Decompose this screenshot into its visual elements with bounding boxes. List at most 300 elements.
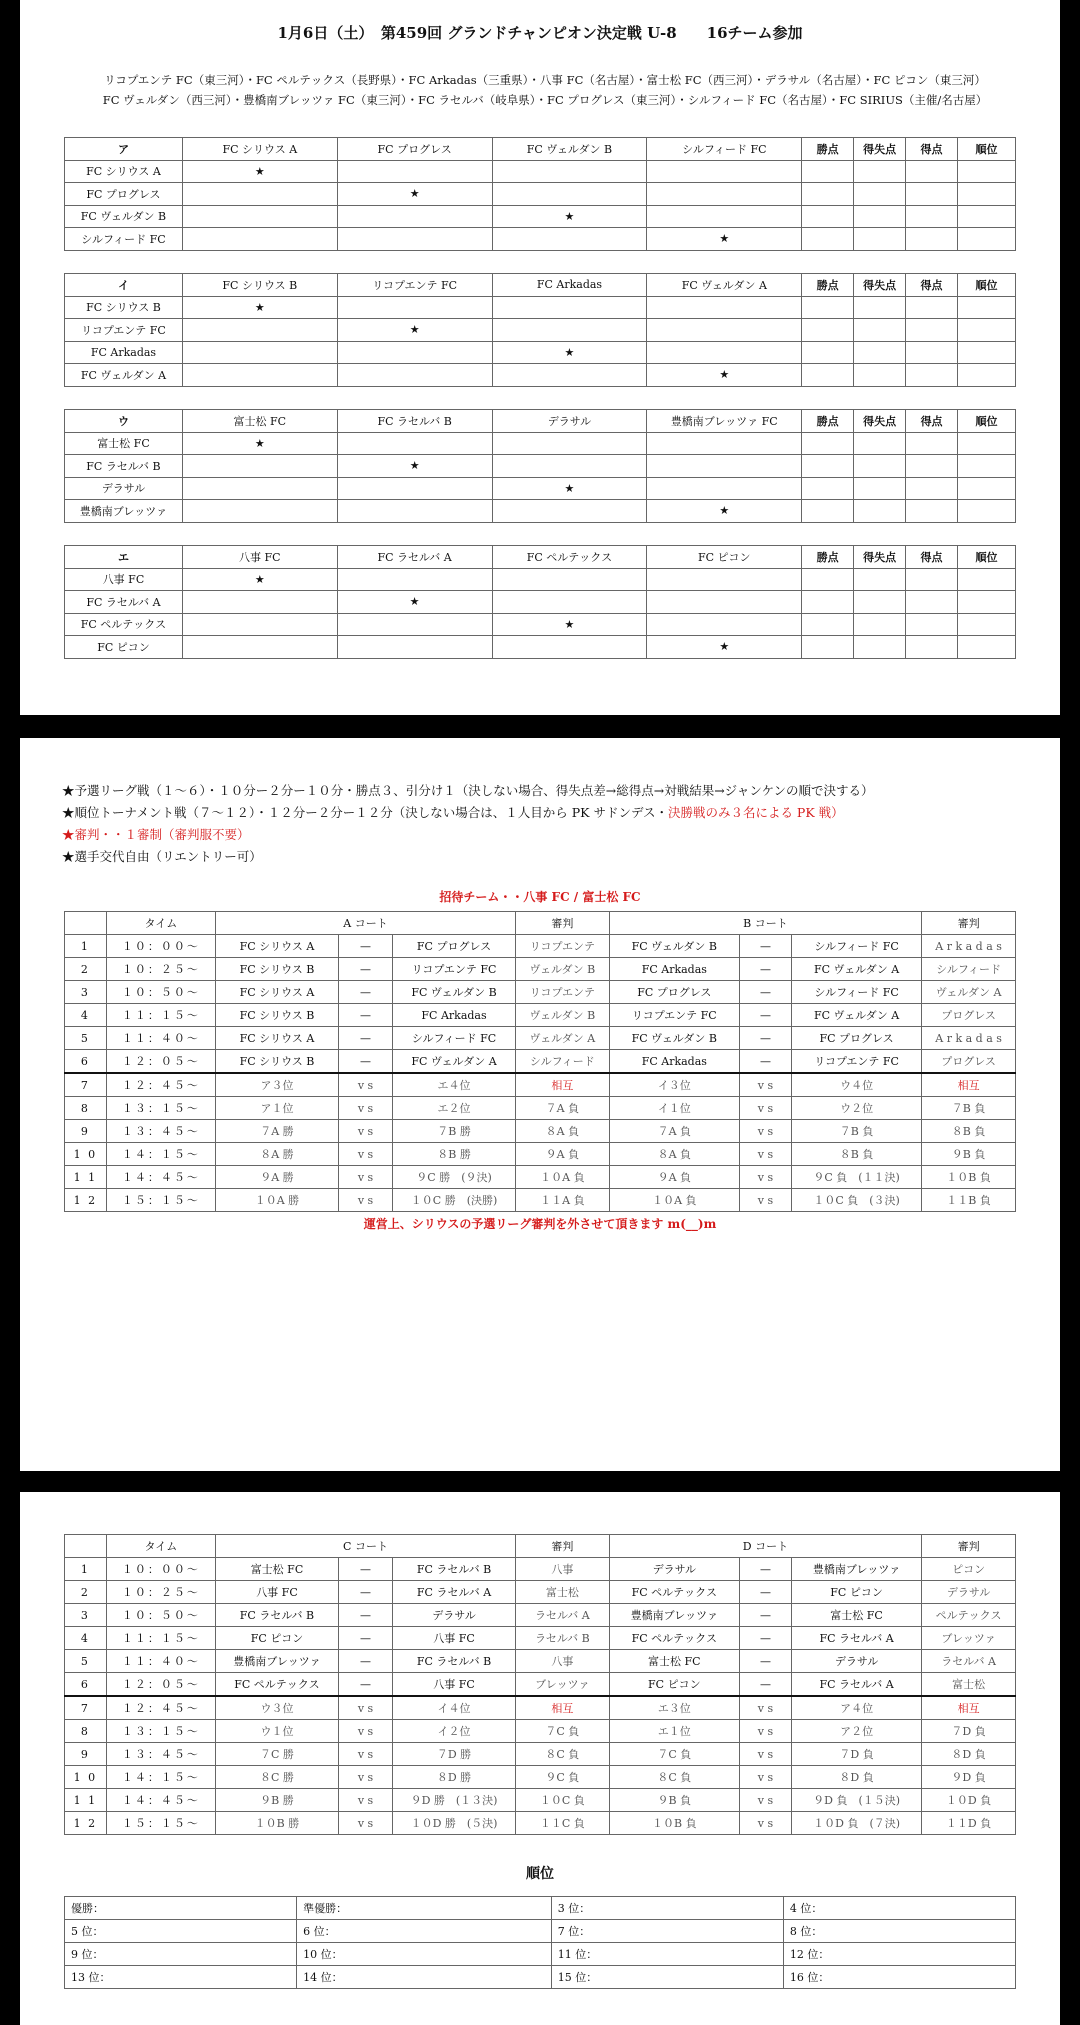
away-team: イ２位: [393, 1720, 516, 1743]
referee: 相互: [515, 1696, 609, 1720]
vs-label: v s: [739, 1143, 791, 1166]
match-time: １０：００〜: [106, 935, 215, 958]
referee: プログレス: [922, 1050, 1016, 1074]
away-team: ９D 負 (１５決): [791, 1789, 921, 1812]
away-team: １０D 負 (７決): [791, 1812, 921, 1835]
match-cell: [647, 341, 802, 364]
column-team: FC ラセルバ B: [337, 410, 492, 433]
match-cell: [182, 636, 337, 659]
dash-label: —: [739, 935, 791, 958]
referee: シルフィード: [515, 1050, 609, 1074]
referee: 相互: [922, 1696, 1016, 1720]
home-team: ７C 勝: [216, 1743, 339, 1766]
home-team: 豊橋南ブレッツァ: [609, 1604, 739, 1627]
referee: １１A 負: [515, 1189, 609, 1212]
home-team: FC シリウス A: [216, 935, 339, 958]
away-team: ７D 勝: [393, 1743, 516, 1766]
dash-label: —: [338, 1604, 392, 1627]
dash-label: —: [338, 1004, 392, 1027]
match-cell: [647, 591, 802, 614]
table-row: [65, 477, 1016, 500]
column-team: FC シリウス B: [182, 274, 337, 297]
table-row: [65, 500, 1016, 523]
match-cell: [182, 364, 337, 387]
match-cell: [337, 568, 492, 591]
referee: A r k a d a s: [922, 935, 1016, 958]
referee: １１C 負: [515, 1812, 609, 1835]
league-table-3: [64, 409, 1016, 523]
stat-cell: [802, 613, 854, 636]
table-row: [65, 1766, 1016, 1789]
table-row: [65, 935, 1016, 958]
note-substitution: ★選手交代自由（リエントリー可）: [62, 849, 262, 864]
stat-cell: [906, 183, 958, 206]
match-number: 6: [65, 1673, 107, 1697]
stat-header: 得失点: [854, 138, 906, 161]
table-row: [65, 364, 1016, 387]
referee: ９A 負: [515, 1143, 609, 1166]
match-time: １２：０５〜: [106, 1050, 215, 1074]
match-number: 6: [65, 1050, 107, 1074]
match-time: １２：４５〜: [106, 1073, 215, 1097]
home-team: FC シリウス B: [216, 958, 339, 981]
referee: ブレッツァ: [922, 1627, 1016, 1650]
star-mark: ★: [492, 205, 647, 228]
home-team: ア３位: [216, 1073, 339, 1097]
home-team: １０A 勝: [216, 1189, 339, 1212]
stat-cell: [802, 568, 854, 591]
match-time: １５：１５〜: [106, 1812, 215, 1835]
away-team: ７B 勝: [393, 1120, 516, 1143]
referee: ８D 負: [922, 1743, 1016, 1766]
stat-cell: [854, 477, 906, 500]
match-number: 1 1: [65, 1166, 107, 1189]
match-time: １３：１５〜: [106, 1720, 215, 1743]
match-time: １１：４０〜: [106, 1650, 215, 1673]
home-team: FC ラセルバ B: [216, 1604, 339, 1627]
home-team: FC シリウス B: [216, 1050, 339, 1074]
match-cell: [492, 432, 647, 455]
match-cell: [647, 432, 802, 455]
match-cell: [492, 296, 647, 319]
home-team: ８A 負: [609, 1143, 739, 1166]
header-referee: 審判: [515, 1535, 609, 1558]
match-number: 9: [65, 1120, 107, 1143]
table-row: [65, 1097, 1016, 1120]
referee: ９C 負: [515, 1766, 609, 1789]
home-team: ８A 勝: [216, 1143, 339, 1166]
stat-cell: [802, 341, 854, 364]
stat-cell: [906, 296, 958, 319]
match-cell: [647, 568, 802, 591]
vs-label: v s: [739, 1696, 791, 1720]
match-cell: [337, 341, 492, 364]
page-title: 1月6日（土） 第459回 グランドチャンピオン決定戦 U-8 16チーム参加: [277, 24, 803, 42]
referee: ８C 負: [515, 1743, 609, 1766]
stat-cell: [906, 477, 958, 500]
referee: デラサル: [922, 1581, 1016, 1604]
stat-cell: [906, 228, 958, 251]
referee: ラセルバ A: [922, 1650, 1016, 1673]
table-row: [65, 1696, 1016, 1720]
league-table-1: [64, 137, 1016, 251]
home-team: FC Arkadas: [609, 1050, 739, 1074]
table-row: [65, 1558, 1016, 1581]
dash-label: —: [338, 1650, 392, 1673]
stat-cell: [958, 296, 1016, 319]
away-team: FC ヴェルダン B: [393, 981, 516, 1004]
vs-label: v s: [739, 1097, 791, 1120]
group-label: イ: [65, 274, 183, 297]
stat-cell: [854, 205, 906, 228]
home-team: イ１位: [609, 1097, 739, 1120]
home-team: ８C 負: [609, 1766, 739, 1789]
star-mark: ★: [337, 455, 492, 478]
schedule-table-cd: [64, 1534, 1016, 1835]
table-row: [65, 568, 1016, 591]
match-number: 4: [65, 1627, 107, 1650]
stat-cell: [906, 568, 958, 591]
match-cell: [337, 477, 492, 500]
star-mark: ★: [647, 636, 802, 659]
away-team: エ４位: [393, 1073, 516, 1097]
table-row: [65, 1004, 1016, 1027]
row-team: FC ピコン: [65, 636, 183, 659]
note-preliminary: ★予選リーグ戦（１〜６）・１０分ー２分ー１０分・勝点３、引分け１（決しない場合、得失点差→総得点→対戦結果→ジャンケンの順で決する）: [62, 783, 874, 798]
home-team: 豊橋南ブレッツァ: [216, 1650, 339, 1673]
stat-cell: [854, 613, 906, 636]
table-row: [65, 1073, 1016, 1097]
table-row: [65, 319, 1016, 342]
match-time: １０：２５〜: [106, 958, 215, 981]
stat-header: 順位: [958, 138, 1016, 161]
stat-cell: [958, 613, 1016, 636]
referee: ９D 負: [922, 1766, 1016, 1789]
referee: ピコン: [922, 1558, 1016, 1581]
row-team: 八事 FC: [65, 568, 183, 591]
match-cell: [337, 160, 492, 183]
home-team: ９B 負: [609, 1789, 739, 1812]
table-row: [65, 228, 1016, 251]
match-cell: [337, 613, 492, 636]
match-cell: [182, 228, 337, 251]
home-team: FC プログレス: [609, 981, 739, 1004]
stat-cell: [802, 205, 854, 228]
dash-label: —: [338, 1050, 392, 1074]
vs-label: v s: [739, 1120, 791, 1143]
row-team: リコプエンテ FC: [65, 319, 183, 342]
home-team: FC ペルテックス: [216, 1673, 339, 1697]
rank-cell: 12 位：: [783, 1943, 1015, 1966]
rank-cell: 7 位：: [551, 1920, 783, 1943]
referee: １１D 負: [922, 1812, 1016, 1835]
stat-cell: [958, 205, 1016, 228]
home-team: ７A 勝: [216, 1120, 339, 1143]
match-time: １４：４５〜: [106, 1789, 215, 1812]
match-number: 1: [65, 935, 107, 958]
stat-cell: [854, 591, 906, 614]
match-number: 7: [65, 1073, 107, 1097]
table-row: [65, 1581, 1016, 1604]
stat-header: 勝点: [802, 138, 854, 161]
dash-label: —: [739, 1650, 791, 1673]
header-referee: 審判: [515, 912, 609, 935]
column-team: デラサル: [492, 410, 647, 433]
row-team: FC Arkadas: [65, 341, 183, 364]
table-row: [65, 1189, 1016, 1212]
match-cell: [492, 228, 647, 251]
referee: プログレス: [922, 1004, 1016, 1027]
vs-label: v s: [739, 1743, 791, 1766]
away-team: 富士松 FC: [791, 1604, 921, 1627]
referee: リコプエンテ: [515, 981, 609, 1004]
home-team: FC ヴェルダン B: [609, 1027, 739, 1050]
column-team: FC シリウス A: [182, 138, 337, 161]
table-row: [65, 613, 1016, 636]
vs-label: v s: [338, 1812, 392, 1835]
referee: リコプエンテ: [515, 935, 609, 958]
dash-label: —: [338, 1027, 392, 1050]
stat-header: 得点: [906, 138, 958, 161]
away-team: エ２位: [393, 1097, 516, 1120]
match-number: 2: [65, 1581, 107, 1604]
match-number: 9: [65, 1743, 107, 1766]
stat-cell: [958, 319, 1016, 342]
match-time: １４：４５〜: [106, 1166, 215, 1189]
vs-label: v s: [739, 1189, 791, 1212]
match-cell: [647, 205, 802, 228]
league-page: [20, 0, 1060, 715]
stat-cell: [802, 160, 854, 183]
group-label: ア: [65, 138, 183, 161]
referee: 八事: [515, 1650, 609, 1673]
match-time: １４：１５〜: [106, 1766, 215, 1789]
table-row: [65, 1166, 1016, 1189]
away-team: ８D 勝: [393, 1766, 516, 1789]
dash-label: —: [739, 1673, 791, 1697]
away-team: ９C 負 (１１決): [791, 1166, 921, 1189]
away-team: FC ヴェルダン A: [791, 958, 921, 981]
footnote: 運営上、シリウスの予選リーグ審判を外させて頂きます m(__)m: [363, 1217, 717, 1231]
league-table-4: [64, 545, 1016, 659]
match-cell: [647, 319, 802, 342]
match-cell: [647, 160, 802, 183]
stat-header: 順位: [958, 546, 1016, 569]
stat-cell: [854, 319, 906, 342]
star-mark: ★: [337, 319, 492, 342]
away-team: １０C 勝 (決勝): [393, 1189, 516, 1212]
stat-cell: [906, 432, 958, 455]
away-team: ８B 負: [791, 1143, 921, 1166]
away-team: リコプエンテ FC: [393, 958, 516, 981]
stat-cell: [854, 364, 906, 387]
referee: ラセルバ A: [515, 1604, 609, 1627]
stat-cell: [802, 364, 854, 387]
header-time: タイム: [106, 1535, 215, 1558]
vs-label: v s: [739, 1766, 791, 1789]
referee: １１B 負: [922, 1189, 1016, 1212]
match-cell: [182, 500, 337, 523]
referee: 富士松: [515, 1581, 609, 1604]
stat-cell: [958, 477, 1016, 500]
away-team: デラサル: [791, 1650, 921, 1673]
stat-cell: [802, 296, 854, 319]
away-team: FC ピコン: [791, 1581, 921, 1604]
table-row: [65, 591, 1016, 614]
rank-cell: 6 位：: [297, 1920, 552, 1943]
referee: ７D 負: [922, 1720, 1016, 1743]
match-cell: [182, 183, 337, 206]
match-cell: [337, 500, 492, 523]
stat-cell: [958, 183, 1016, 206]
stat-cell: [854, 636, 906, 659]
table-row: [65, 296, 1016, 319]
table-row: [65, 183, 1016, 206]
stat-cell: [854, 296, 906, 319]
referee: ヴェルダン A: [922, 981, 1016, 1004]
star-mark: ★: [337, 591, 492, 614]
table-row: [65, 455, 1016, 478]
table-row: [65, 636, 1016, 659]
away-team: シルフィード FC: [791, 981, 921, 1004]
table-row: [65, 958, 1016, 981]
rank-cell: 16 位：: [783, 1966, 1015, 1989]
column-team: FC ペルテックス: [492, 546, 647, 569]
table-row: [65, 1720, 1016, 1743]
match-cell: [492, 568, 647, 591]
referee: ７B 負: [922, 1097, 1016, 1120]
away-team: ８B 勝: [393, 1143, 516, 1166]
row-team: FC プログレス: [65, 183, 183, 206]
match-cell: [647, 296, 802, 319]
stat-header: 得点: [906, 410, 958, 433]
star-mark: ★: [492, 613, 647, 636]
vs-label: v s: [338, 1143, 392, 1166]
row-team: FC ペルテックス: [65, 613, 183, 636]
away-team: FC ヴェルダン A: [791, 1004, 921, 1027]
stat-cell: [854, 455, 906, 478]
dash-label: —: [739, 1558, 791, 1581]
dash-label: —: [338, 1581, 392, 1604]
row-team: デラサル: [65, 477, 183, 500]
home-team: １０B 勝: [216, 1812, 339, 1835]
match-time: １５：１５〜: [106, 1189, 215, 1212]
match-time: １１：１５〜: [106, 1627, 215, 1650]
referee: ヴェルダン A: [515, 1027, 609, 1050]
referee: １０A 負: [515, 1166, 609, 1189]
dash-label: —: [739, 1581, 791, 1604]
home-team: ７C 負: [609, 1743, 739, 1766]
stat-header: 得失点: [854, 410, 906, 433]
home-team: FC シリウス B: [216, 1004, 339, 1027]
vs-label: v s: [338, 1789, 392, 1812]
match-cell: [492, 160, 647, 183]
match-cell: [647, 455, 802, 478]
table-row: [65, 1627, 1016, 1650]
referee: 相互: [922, 1073, 1016, 1097]
header-court: B コート: [609, 912, 921, 935]
match-cell: [182, 455, 337, 478]
table-row: [65, 1650, 1016, 1673]
dash-label: —: [739, 1604, 791, 1627]
stat-cell: [802, 591, 854, 614]
away-team: FC ラセルバ A: [791, 1673, 921, 1697]
table-row: [65, 1812, 1016, 1835]
table-row: [65, 1143, 1016, 1166]
match-number: 1 2: [65, 1189, 107, 1212]
stat-cell: [958, 160, 1016, 183]
stat-cell: [906, 500, 958, 523]
rank-cell: 準優勝：: [297, 1897, 552, 1920]
away-team: FC ラセルバ B: [393, 1650, 516, 1673]
stat-cell: [854, 432, 906, 455]
home-team: デラサル: [609, 1558, 739, 1581]
home-team: FC シリウス A: [216, 981, 339, 1004]
column-team: 八事 FC: [182, 546, 337, 569]
away-team: シルフィード FC: [393, 1027, 516, 1050]
schedule-page-ab: [20, 738, 1060, 1471]
home-team: ９A 負: [609, 1166, 739, 1189]
match-time: １０：２５〜: [106, 1581, 215, 1604]
row-team: FC シリウス B: [65, 296, 183, 319]
stat-cell: [906, 613, 958, 636]
match-time: １４：１５〜: [106, 1143, 215, 1166]
match-cell: [182, 341, 337, 364]
header-referee: 審判: [922, 912, 1016, 935]
vs-label: v s: [338, 1720, 392, 1743]
table-row: [65, 981, 1016, 1004]
match-number: 5: [65, 1650, 107, 1673]
home-team: ７A 負: [609, 1120, 739, 1143]
match-time: １２：０５〜: [106, 1673, 215, 1697]
column-team: リコプエンテ FC: [337, 274, 492, 297]
dash-label: —: [739, 958, 791, 981]
table-row: [65, 1897, 1016, 1920]
stat-header: 得点: [906, 274, 958, 297]
vs-label: v s: [338, 1097, 392, 1120]
away-team: 八事 FC: [393, 1673, 516, 1697]
match-number: 1 0: [65, 1143, 107, 1166]
referee: 八事: [515, 1558, 609, 1581]
star-mark: ★: [182, 160, 337, 183]
match-number: 4: [65, 1004, 107, 1027]
dash-label: —: [739, 1050, 791, 1074]
away-team: ７B 負: [791, 1120, 921, 1143]
table-row: [65, 1943, 1016, 1966]
match-cell: [492, 183, 647, 206]
stat-header: 得失点: [854, 546, 906, 569]
star-mark: ★: [182, 432, 337, 455]
stat-cell: [906, 636, 958, 659]
rank-cell: 優勝：: [65, 1897, 297, 1920]
away-team: FC プログレス: [791, 1027, 921, 1050]
rank-cell: 4 位：: [783, 1897, 1015, 1920]
match-cell: [182, 613, 337, 636]
referee: ９B 負: [922, 1143, 1016, 1166]
stat-cell: [802, 228, 854, 251]
away-team: １０D 勝 (５決): [393, 1812, 516, 1835]
vs-label: v s: [739, 1812, 791, 1835]
referee: ヴェルダン B: [515, 958, 609, 981]
stat-header: 勝点: [802, 410, 854, 433]
away-team: ア２位: [791, 1720, 921, 1743]
away-team: ７D 負: [791, 1743, 921, 1766]
column-team: FC Arkadas: [492, 274, 647, 297]
referee: １０D 負: [922, 1789, 1016, 1812]
vs-label: v s: [338, 1073, 392, 1097]
referee: 富士松: [922, 1673, 1016, 1697]
column-team: FC ヴェルダン B: [492, 138, 647, 161]
